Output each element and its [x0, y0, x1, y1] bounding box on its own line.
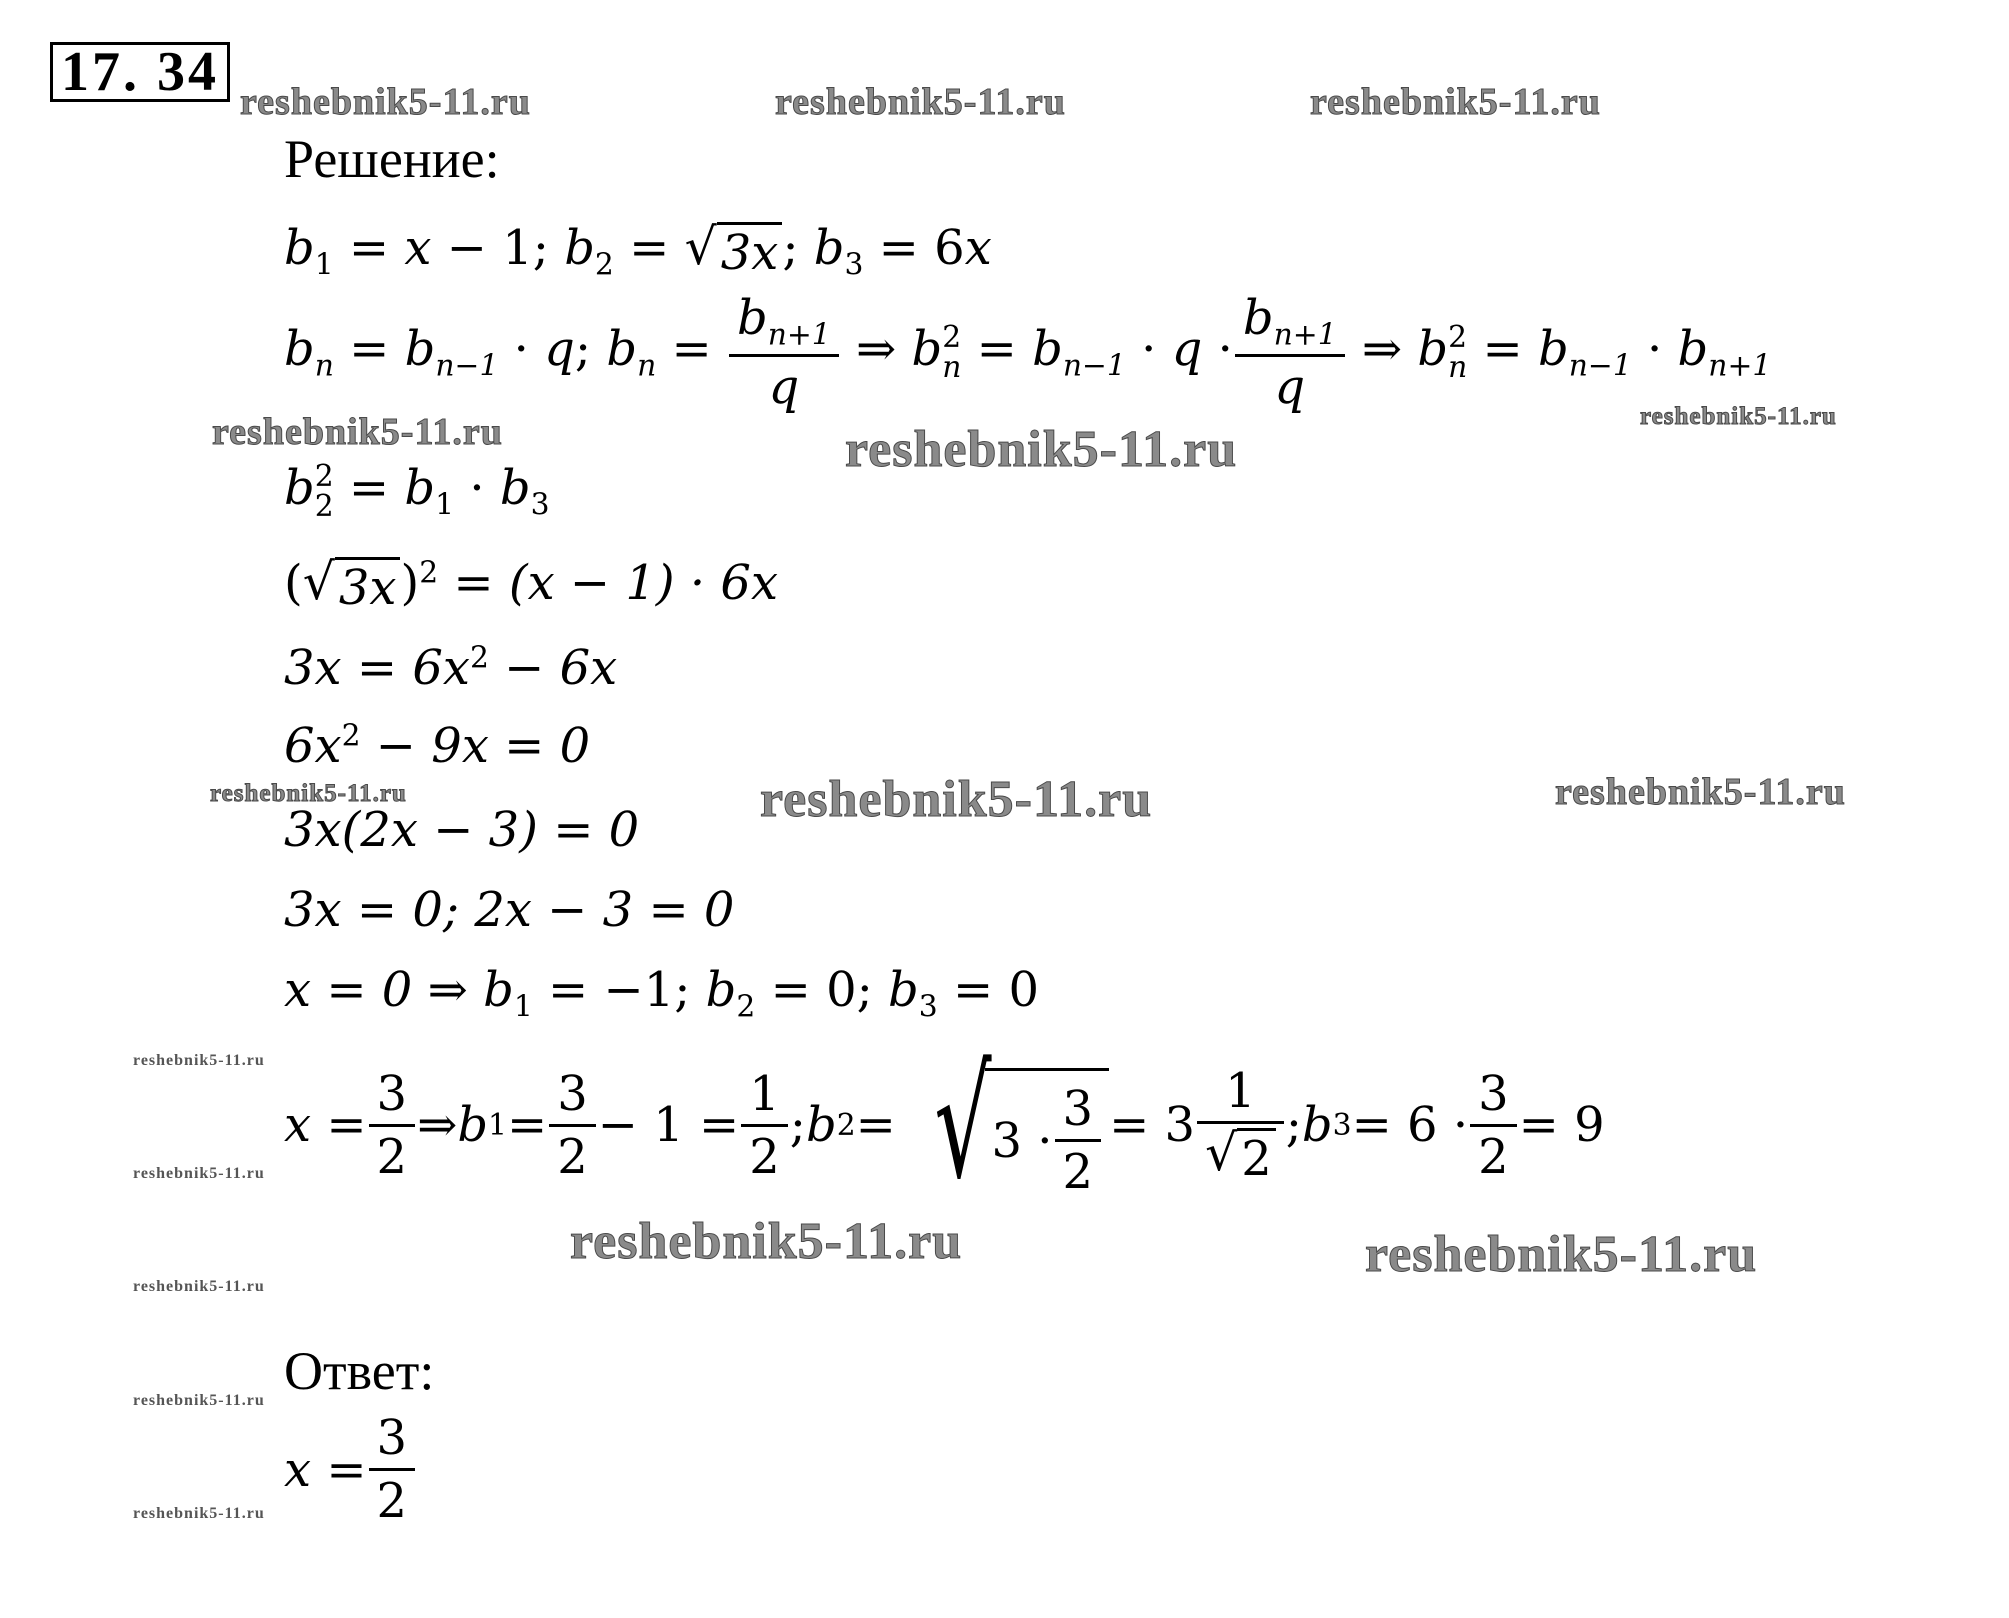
- math-line-5: $3x = 6x^2 - 6x$: [284, 640, 618, 696]
- watermark: reshebnik5-11.ru: [133, 1505, 265, 1522]
- watermark: reshebnik5-11.ru: [133, 1052, 265, 1069]
- watermark: reshebnik5-11.ru: [1365, 1226, 1758, 1283]
- watermark: reshebnik5-11.ru: [760, 771, 1153, 828]
- math-line-3: b 2 2 = $b_1 \cdot b_3$: [284, 458, 550, 524]
- math-line-2: $b_n = b_{n-1} \cdot q$; $b_n$ = $\frac{b_{n+1}}{q}$ ⇒ b 2 n = $b_{n-1} \cdot q$ · $\frac{b_{n+1}}{q}$ ⇒ b 2 n = $b_{n-1} \cdot b_{n+1}$: [284, 290, 1772, 416]
- answer-label: Ответ:: [284, 1341, 435, 1401]
- math-line-1: $b_1 = x - 1$; $b_2$ = √ 3x ; $b_3 = 6x$: [284, 217, 992, 283]
- math-line-8: 3x = 0; 2x − 3 = 0: [284, 882, 735, 938]
- fraction: $\frac{3}{2}$: [1474, 1066, 1513, 1185]
- watermark: reshebnik5-11.ru: [133, 1165, 265, 1182]
- watermark: reshebnik5-11.ru: [845, 421, 1238, 478]
- watermark: reshebnik5-11.ru: [1640, 403, 1837, 430]
- watermark: reshebnik5-11.ru: [240, 81, 531, 123]
- fraction: $\frac{3}{2}$: [553, 1066, 592, 1185]
- answer-value: x = $\frac{3}{2}$: [284, 1410, 417, 1529]
- fraction: $\frac{1}{2}$: [745, 1066, 784, 1185]
- fraction: 1 √ 2: [1201, 1063, 1280, 1187]
- watermark: reshebnik5-11.ru: [133, 1392, 265, 1409]
- square-root: √ 3 · $\frac{3}{2}$: [896, 1050, 1109, 1200]
- solution-label: Решение:: [284, 129, 500, 189]
- fraction: $\frac{b_{n+1}}{q}$: [733, 290, 835, 415]
- fraction: $\frac{b_{n+1}}{q}$: [1239, 290, 1341, 415]
- watermark: reshebnik5-11.ru: [210, 780, 407, 807]
- watermark: reshebnik5-11.ru: [1310, 81, 1601, 123]
- watermark: reshebnik5-11.ru: [775, 81, 1066, 123]
- math-line-4: ( √ 3x )$^2$ = (x − 1) · 6x: [284, 552, 779, 616]
- watermark: reshebnik5-11.ru: [133, 1278, 265, 1295]
- problem-number: 17. 34: [50, 42, 230, 102]
- math-line-9: x = 0 ⇒ $b_1 = -1$; $b_2 = 0$; $b_3 = 0$: [284, 962, 1039, 1025]
- fraction: $\frac{3}{2}$: [373, 1066, 412, 1185]
- math-line-7: 3x(2x − 3) = 0: [284, 802, 640, 858]
- math-line-6: $6x^2 - 9x = 0$: [284, 718, 591, 774]
- fraction: $\frac{3}{2}$: [373, 1410, 412, 1529]
- watermark: reshebnik5-11.ru: [570, 1213, 963, 1270]
- watermark: reshebnik5-11.ru: [1555, 771, 1846, 813]
- math-line-10: x = $\frac{3}{2}$ ⇒ b 1 = $\frac{3}{2}$ − 1 = $\frac{1}{2}$ ; b 2 = √ 3 · $\frac{3}{2}$ = 3 1 √ 2 ; b 3 = 6 · $\frac{3}{2}$ = 9: [284, 1038, 1605, 1212]
- watermark: reshebnik5-11.ru: [212, 411, 503, 453]
